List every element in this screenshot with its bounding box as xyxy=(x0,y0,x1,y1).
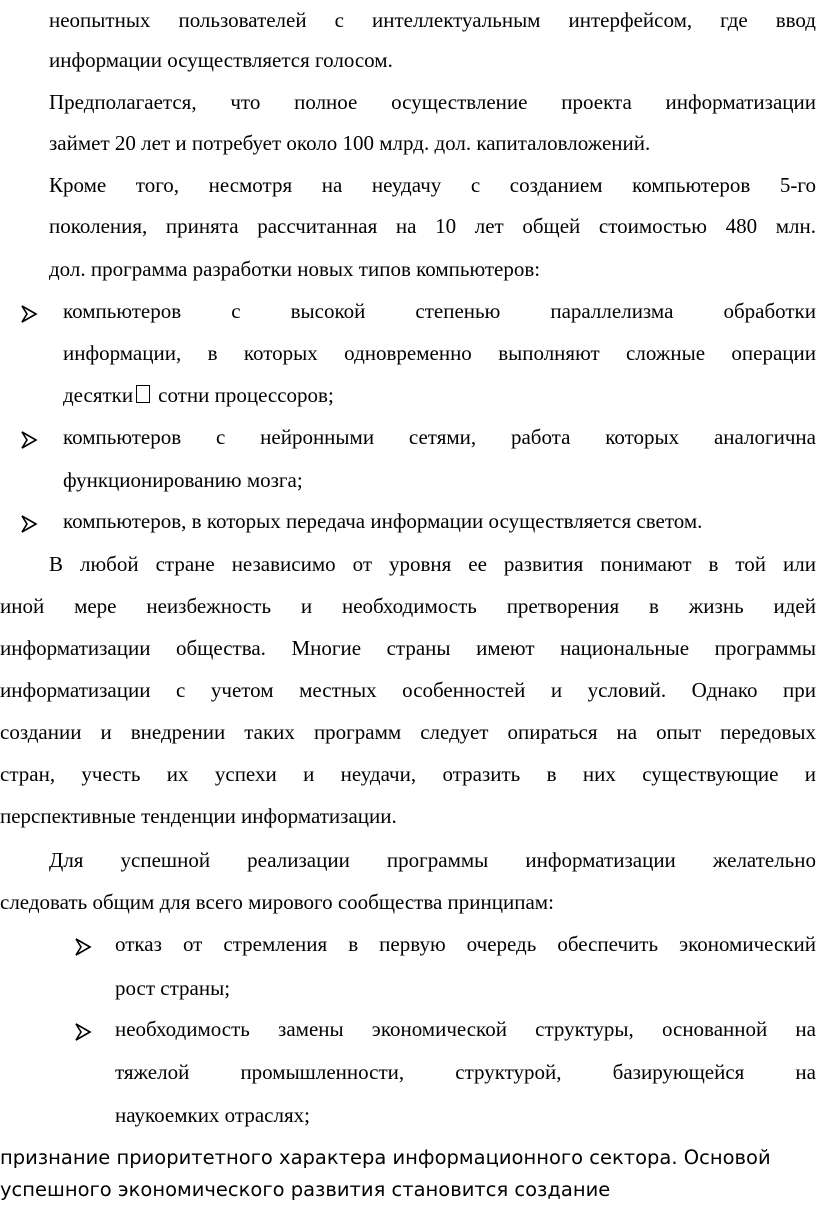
arrowhead-bullet-icon xyxy=(20,304,38,324)
list-item-text: сотни процессоров; xyxy=(158,383,334,407)
missing-glyph-box-icon xyxy=(136,385,150,403)
text-line: перспективные тенденции информатизации. xyxy=(0,804,397,828)
text-line: неопытных пользователей с интеллектуальным интерфейсом, где ввод xyxy=(49,8,816,32)
list-item-line: необходимость замены экономической структуры, основанной на xyxy=(115,1017,816,1041)
text-line: поколения, принята рассчитанная на 10 лет общей стоимостью 480 млн. xyxy=(49,214,816,238)
text-line: В любой стране независимо от уровня ее развития понимают в той или xyxy=(49,552,816,576)
list-item-line xyxy=(63,383,334,407)
text-line: иной мере неизбежность и необходимость претворения в жизнь идей xyxy=(0,594,816,618)
text-line: Для успешной реализации программы информатизации желательно xyxy=(49,848,816,872)
list-item-line: тяжелой промышленности, структурой, базирующейся на xyxy=(115,1060,816,1084)
text-line: Кроме того, несмотря на неудачу с созданием компьютеров 5-го xyxy=(49,173,816,197)
list-item-line: компьютеров, в которых передача информации осуществляется светом. xyxy=(63,509,703,533)
list-item-line: отказ от стремления в первую очередь обеспечить экономический xyxy=(115,932,816,956)
text-line: информатизации с учетом местных особенностей и условий. Однако при xyxy=(0,678,816,702)
list-item-line: функционированию мозга; xyxy=(63,468,303,492)
text-line: дол. программа разработки новых типов компьютеров: xyxy=(49,257,541,281)
text-line: информатизации общества. Многие страны имеют национальные программы xyxy=(0,636,816,660)
text-line: следовать общим для всего мирового сообщества принципам: xyxy=(0,890,554,914)
text-line: информации осуществляется голосом. xyxy=(49,48,393,72)
arrowhead-bullet-icon xyxy=(20,514,38,534)
text-line: создании и внедрении таких программ следует опираться на опыт передовых xyxy=(0,720,816,744)
arrowhead-bullet-icon xyxy=(74,937,92,957)
list-item-line: компьютеров с высокой степенью параллелизма обработки xyxy=(63,299,816,323)
list-item-line: информации, в которых одновременно выполняют сложные операции xyxy=(63,341,816,365)
arrowhead-bullet-icon xyxy=(74,1022,92,1042)
text-line: стран, учесть их успехи и неудачи, отразить в них существующие и xyxy=(0,762,816,786)
text-line: займет 20 лет и потребует около 100 млрд. дол. капиталовложений. xyxy=(49,131,651,155)
list-item-text: десятки xyxy=(63,383,134,407)
list-item-line: рост страны; xyxy=(115,976,231,1000)
text-line: успешного экономического развития становится создание xyxy=(0,1178,611,1201)
arrowhead-bullet-icon xyxy=(20,430,38,450)
list-item-line: компьютеров с нейронными сетями, работа которых аналогична xyxy=(63,425,816,449)
text-line: Предполагается, что полное осуществление проекта информатизации xyxy=(49,90,816,114)
text-line: признание приоритетного характера информационного сектора. Основой xyxy=(0,1146,771,1169)
list-item-line: наукоемких отраслях; xyxy=(115,1103,310,1127)
